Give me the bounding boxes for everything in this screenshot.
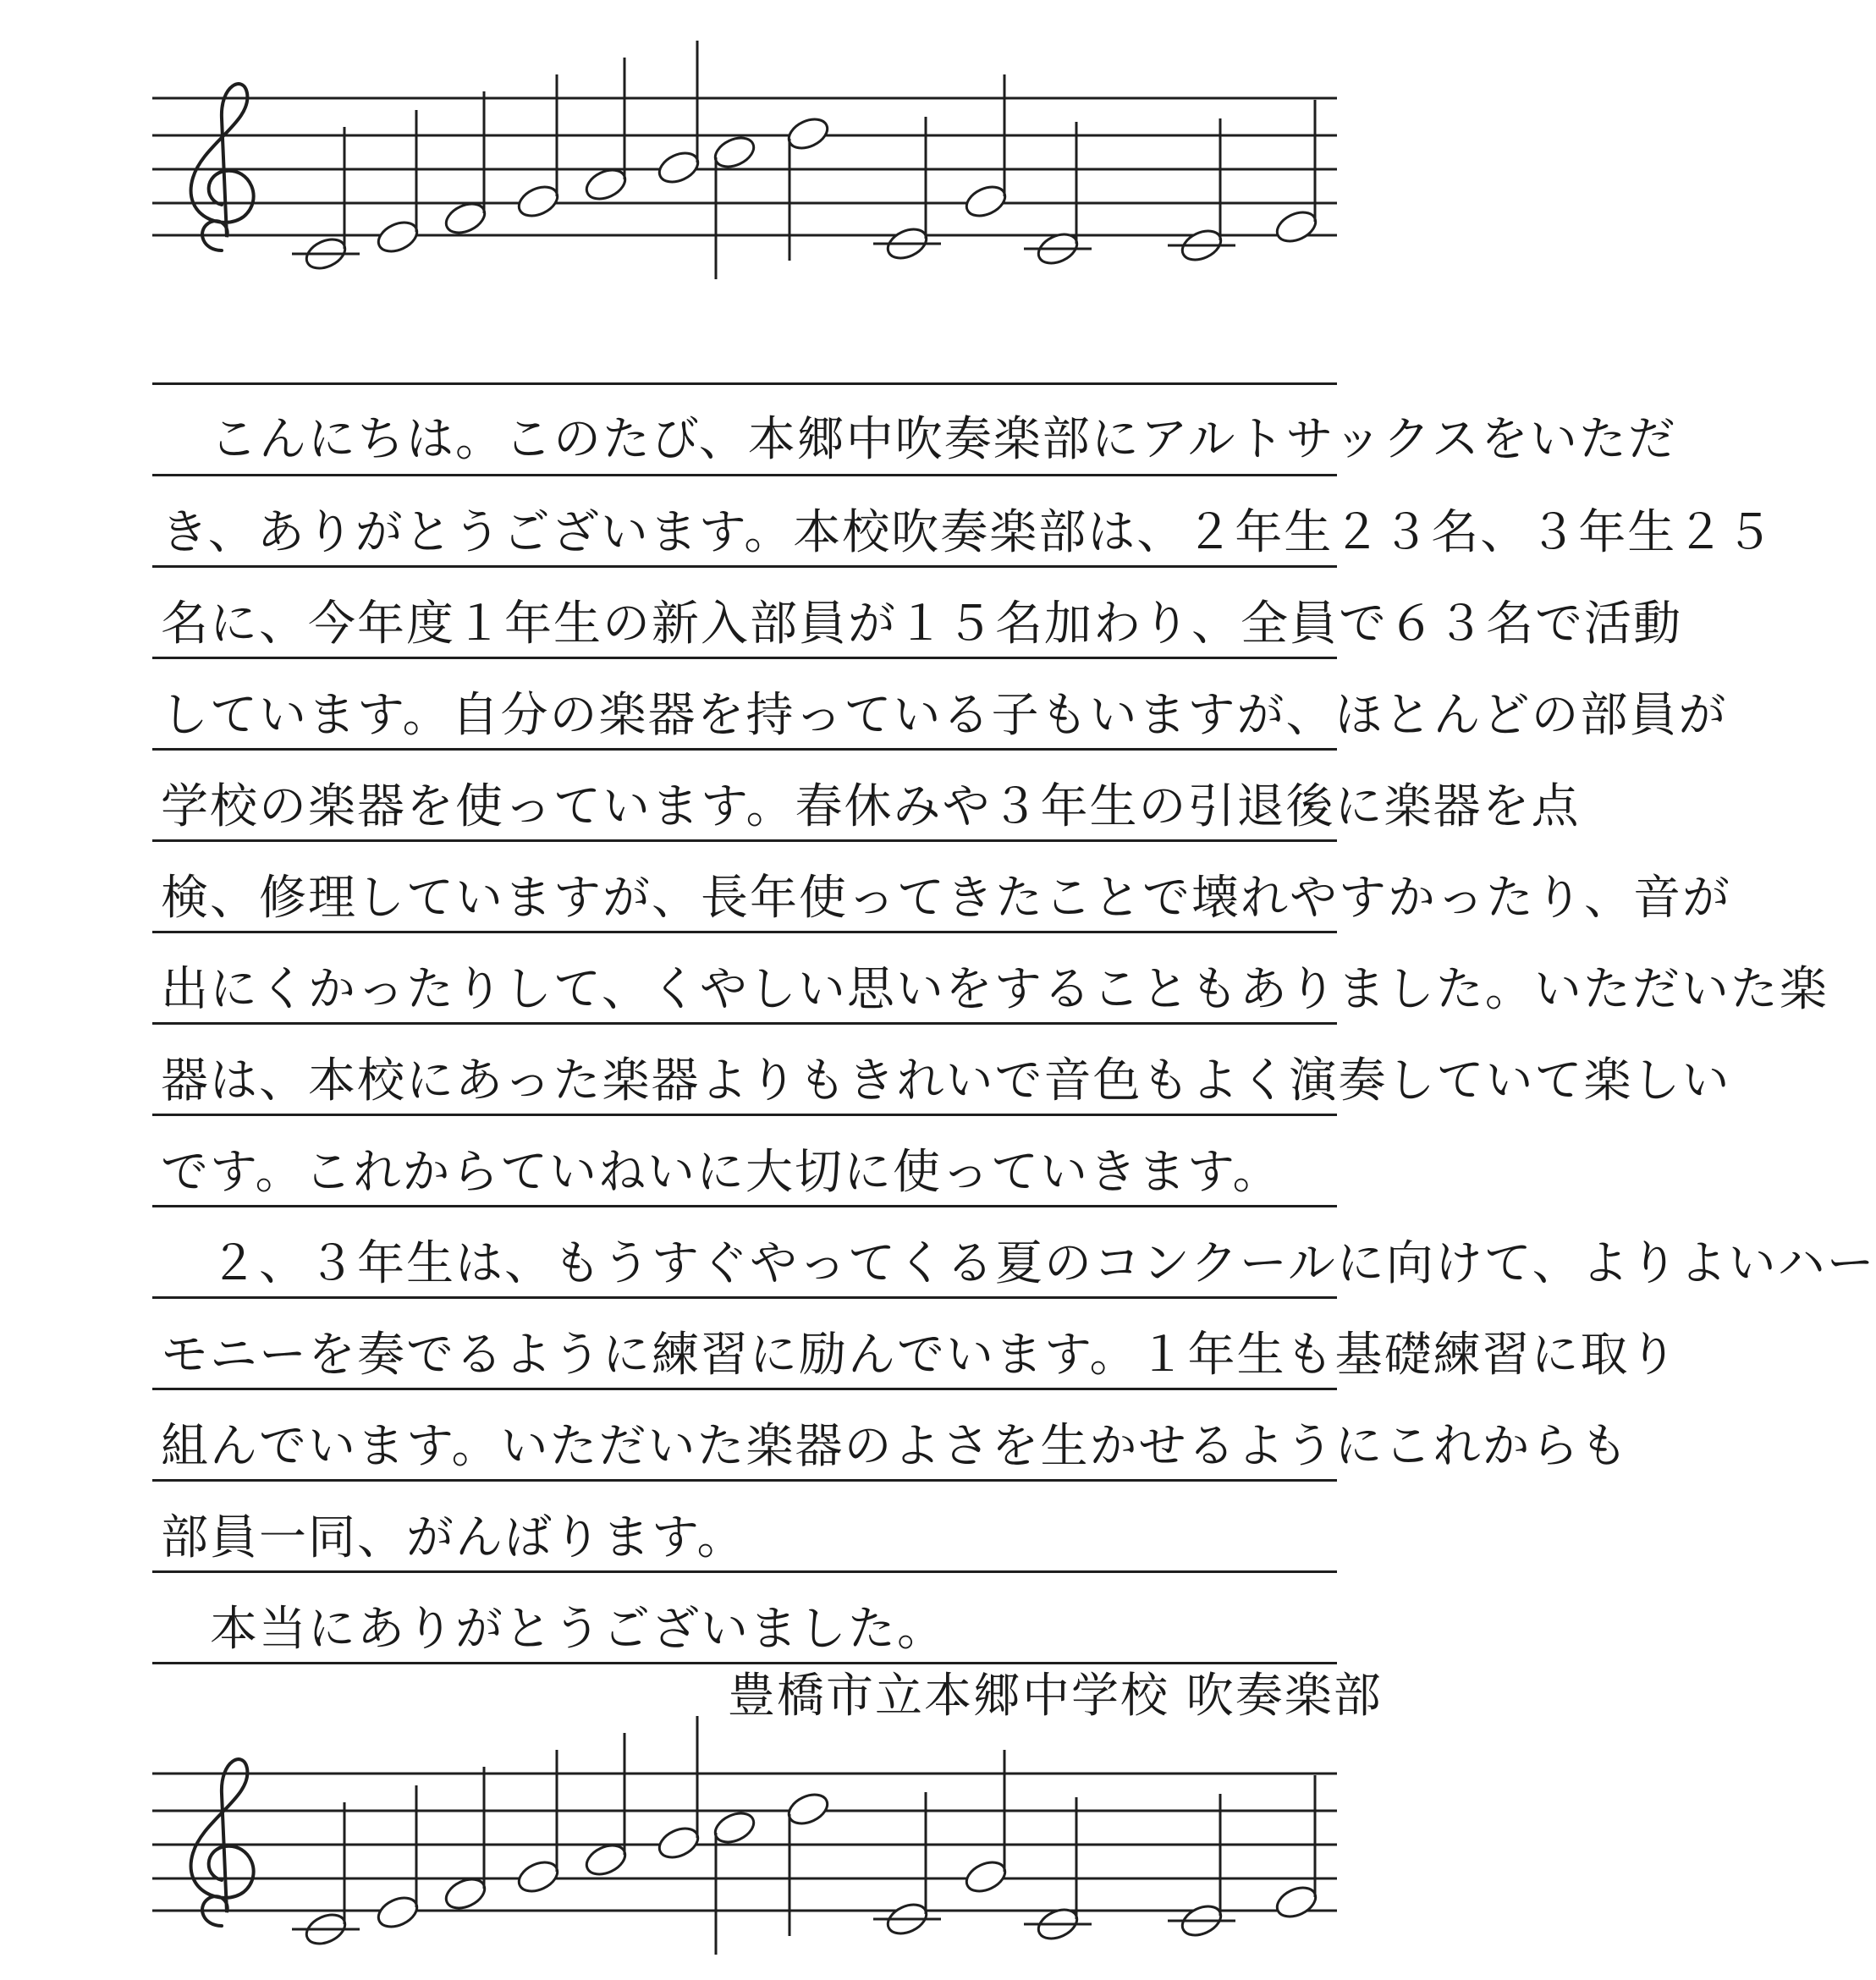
top-music-staff-icon bbox=[0, 51, 1400, 288]
music-note-icon bbox=[442, 91, 489, 239]
letter-line: 検、修理していますが、長年使ってきたことで壊れやすかったり、音が bbox=[161, 871, 1731, 926]
letter-line: ２、３年生は、もうすぐやってくる夏のコンクールに向けて、よりよいハー bbox=[161, 1236, 1876, 1291]
music-note-icon bbox=[442, 1767, 489, 1914]
music-note-icon bbox=[655, 1716, 702, 1863]
music-note-icon bbox=[1168, 118, 1235, 266]
music-note-icon bbox=[784, 1789, 832, 1936]
music-note-icon bbox=[711, 1807, 758, 1955]
music-note-icon bbox=[514, 1750, 562, 1897]
letter-line: 名に、今年度１年生の新入部員が１５名加わり、全員で６３名で活動 bbox=[161, 597, 1682, 652]
music-note-icon bbox=[1024, 1797, 1092, 1944]
music-note-icon bbox=[655, 41, 702, 188]
bottom-music-staff-icon bbox=[0, 1726, 1400, 1963]
music-note-icon bbox=[514, 74, 562, 222]
treble-clef-icon bbox=[191, 84, 254, 250]
music-note-icon bbox=[1273, 100, 1320, 247]
music-note-icon bbox=[292, 1802, 360, 1950]
letter-line: 本当にありがとうございました。 bbox=[161, 1602, 946, 1657]
letter-line: モニーを奏でるように練習に励んでいます。１年生も基礎練習に取り bbox=[161, 1328, 1679, 1383]
treble-clef-icon bbox=[191, 1759, 254, 1926]
music-note-icon bbox=[1168, 1794, 1235, 1941]
letter-line: です。これからていねいに大切に使っていきます。 bbox=[161, 1145, 1282, 1200]
letter-line: 組んでいます。いただいた楽器のよさを生かせるようにこれからも bbox=[161, 1419, 1630, 1474]
music-note-icon bbox=[582, 1733, 630, 1880]
music-note-icon bbox=[711, 132, 758, 279]
music-note-icon bbox=[962, 74, 1010, 222]
music-note-icon bbox=[292, 127, 360, 274]
letter-line: 学校の楽器を使っています。春休みや３年生の引退後に楽器を点 bbox=[161, 779, 1581, 834]
signature: 豊橋市立本郷中学校 吹奏楽部 bbox=[728, 1669, 1383, 1724]
letter-line: 器は、本校にあった楽器よりもきれいで音色もよく演奏していて楽しい bbox=[161, 1053, 1731, 1108]
music-note-icon bbox=[873, 117, 941, 264]
music-note-icon bbox=[1273, 1775, 1320, 1922]
letter-line: 出にくかったりして、くやしい思いをすることもありました。いただいた楽 bbox=[161, 962, 1829, 1017]
letter-line: しています。自分の楽器を持っている子もいますが、ほとんどの部員が bbox=[161, 688, 1728, 743]
music-note-icon bbox=[582, 58, 630, 205]
music-note-icon bbox=[374, 110, 421, 257]
ruled-line bbox=[152, 382, 1337, 385]
music-note-icon bbox=[1024, 122, 1092, 269]
music-note-icon bbox=[784, 113, 832, 261]
letter-line: こんにちは。このたび、本郷中吹奏楽部にアルトサックスをいただ bbox=[161, 412, 1677, 467]
music-note-icon bbox=[873, 1792, 941, 1939]
letter-line: 部員一同、がんばります。 bbox=[161, 1510, 746, 1565]
music-note-icon bbox=[962, 1750, 1010, 1897]
music-note-icon bbox=[374, 1785, 421, 1933]
letter-line: き、ありがとうございます。本校吹奏楽部は、２年生２３名、３年生２５ bbox=[161, 505, 1775, 560]
